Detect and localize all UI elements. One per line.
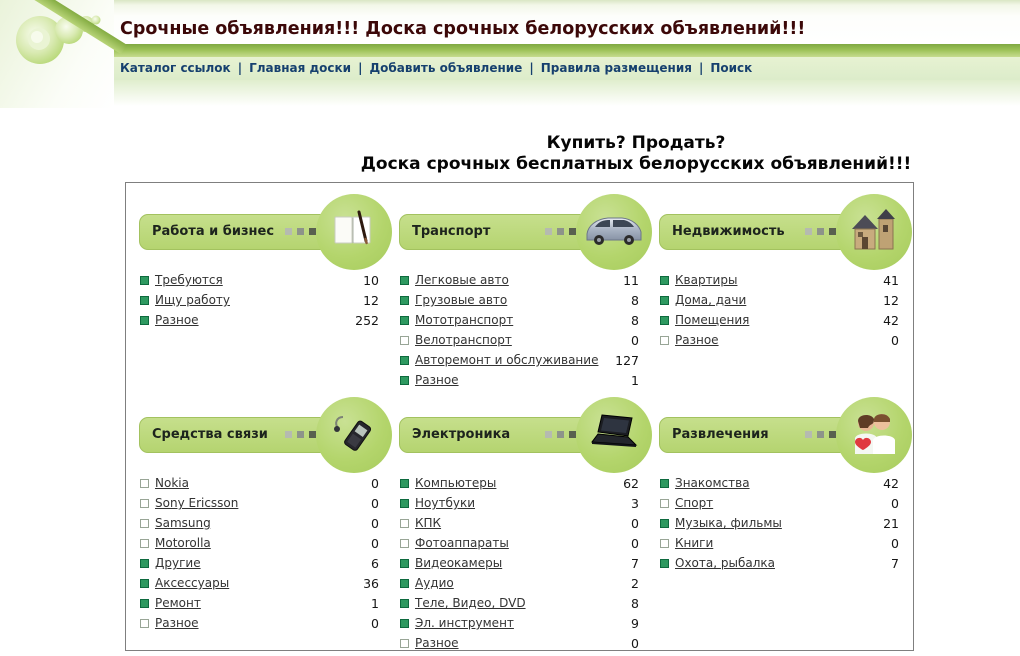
category-list: [659, 473, 919, 573]
item-count: 0: [371, 515, 379, 531]
item-count: 6: [371, 555, 379, 571]
item-count: 42: [883, 475, 899, 491]
list-item: [399, 613, 639, 633]
bullet-icon: [660, 296, 669, 305]
subcategory-link[interactable]: Разное: [415, 636, 459, 650]
bullet-icon: [400, 376, 409, 385]
list-item: [399, 270, 639, 290]
subcategory-link[interactable]: Другие: [155, 556, 201, 570]
subcategory-link[interactable]: Квартиры: [675, 273, 738, 287]
category-column: [139, 183, 399, 653]
category-title: Средства связи: [152, 427, 268, 442]
bullet-icon: [660, 336, 669, 345]
subcategory-link[interactable]: Помещения: [675, 313, 750, 327]
decor-square-icon: [309, 228, 316, 235]
bullet-icon: [660, 559, 669, 568]
subcategory-link[interactable]: Ремонт: [155, 596, 201, 610]
nav-separator: |: [698, 61, 704, 75]
subcategory-link[interactable]: Компьютеры: [415, 476, 497, 490]
item-count: 0: [371, 475, 379, 491]
notebook-pen-icon: [331, 210, 377, 254]
nav-link[interactable]: Каталог ссылок: [120, 61, 231, 75]
list-item: [139, 573, 379, 593]
subcategory-link[interactable]: Грузовые авто: [415, 293, 508, 307]
item-count: 0: [891, 535, 899, 551]
list-item: [399, 370, 639, 390]
item-count: 11: [623, 272, 639, 288]
bullet-icon: [140, 276, 149, 285]
category-column: [659, 183, 919, 653]
subcategory-link[interactable]: Аудио: [415, 576, 454, 590]
nav-separator: |: [237, 61, 243, 75]
category-icon-circle[interactable]: [316, 194, 392, 270]
item-count: 62: [623, 475, 639, 491]
bullet-icon: [660, 519, 669, 528]
bullet-icon: [140, 579, 149, 588]
subcategory-link[interactable]: Аксессуары: [155, 576, 230, 590]
item-count: 2: [631, 575, 639, 591]
list-item: [659, 290, 899, 310]
bullet-icon: [140, 296, 149, 305]
nav-separator: |: [358, 61, 363, 75]
category-header: [399, 397, 659, 473]
intro-line-1: Купить? Продать?: [546, 133, 726, 153]
category-list: [399, 473, 659, 653]
bullet-icon: [400, 539, 409, 548]
bullet-icon: [400, 639, 409, 648]
bullet-icon: [660, 316, 669, 325]
site-title: Срочные объявления!!! Доска срочных белорусских объявлений!!!: [120, 19, 806, 39]
subcategory-link[interactable]: Разное: [415, 373, 459, 387]
bullet-icon: [140, 316, 149, 325]
category-title: Транспорт: [412, 224, 491, 239]
car-icon: [584, 210, 644, 254]
category-header: [139, 194, 399, 270]
list-item: [659, 310, 899, 330]
item-count: 0: [371, 615, 379, 631]
decor-square-icon: [829, 431, 836, 438]
bullet-icon: [400, 619, 409, 628]
decor-square-icon: [557, 431, 564, 438]
list-item: [399, 330, 639, 350]
category-section: [139, 397, 399, 633]
bullet-icon: [660, 499, 669, 508]
nav-link[interactable]: Главная доски: [249, 61, 352, 75]
item-count: 7: [631, 555, 639, 571]
categories-box: [125, 182, 914, 651]
nav-separator: |: [529, 61, 534, 75]
decor-square-icon: [569, 228, 576, 235]
list-item: [399, 533, 639, 553]
item-count: 0: [891, 332, 899, 348]
list-item: [399, 473, 639, 493]
subcategory-link[interactable]: Фотоаппараты: [415, 536, 509, 550]
list-item: [399, 310, 639, 330]
subcategory-link[interactable]: Дома, дачи: [675, 293, 747, 307]
item-count: 0: [631, 635, 639, 651]
subcategory-link[interactable]: Ноутбуки: [415, 496, 476, 510]
categories-grid: [139, 183, 919, 653]
bullet-icon: [660, 479, 669, 488]
decor-square-icon: [557, 228, 564, 235]
category-title: Электроника: [412, 427, 511, 442]
decor-square-icon: [297, 228, 304, 235]
item-count: 127: [615, 352, 639, 368]
bullet-icon: [140, 519, 149, 528]
house-icon: [849, 207, 899, 257]
list-item: [659, 473, 899, 493]
item-count: 1: [371, 595, 379, 611]
main-nav: [120, 57, 752, 80]
bullet-icon: [400, 316, 409, 325]
category-list: [399, 270, 659, 397]
subcategory-link[interactable]: Теле, Видео, DVD: [415, 596, 526, 610]
header-green-bar: [114, 44, 1020, 57]
category-icon-circle[interactable]: [836, 194, 912, 270]
nav-link[interactable]: Правила размещения: [540, 61, 692, 75]
item-count: 8: [631, 595, 639, 611]
bullet-icon: [400, 336, 409, 345]
list-item: [399, 290, 639, 310]
item-count: 42: [883, 312, 899, 328]
bullet-icon: [660, 539, 669, 548]
subcategory-link[interactable]: Спорт: [675, 496, 714, 510]
item-count: 0: [631, 515, 639, 531]
list-item: [139, 513, 379, 533]
intro-heading: [322, 133, 950, 175]
category-list: [139, 270, 399, 397]
decor-square-icon: [285, 431, 292, 438]
list-item: [139, 493, 379, 513]
item-count: 1: [631, 372, 639, 388]
list-item: [399, 350, 639, 370]
subcategory-link[interactable]: Разное: [155, 313, 199, 327]
list-item: [139, 473, 379, 493]
list-item: [139, 593, 379, 613]
list-item: [399, 573, 639, 593]
item-count: 9: [631, 615, 639, 631]
site-header: [0, 0, 1020, 108]
bullet-icon: [400, 479, 409, 488]
decor-square-icon: [805, 431, 812, 438]
bullet-icon: [400, 579, 409, 588]
subcategory-link[interactable]: Охота, рыбалка: [675, 556, 775, 570]
category-header: [139, 397, 399, 473]
category-header: [659, 194, 919, 270]
item-count: 36: [363, 575, 379, 591]
bullet-icon: [140, 619, 149, 628]
subcategory-link[interactable]: Авторемонт и обслуживание: [415, 353, 599, 367]
decor-square-icon: [817, 431, 824, 438]
item-count: 0: [631, 535, 639, 551]
item-count: 3: [631, 495, 639, 511]
bullet-icon: [140, 539, 149, 548]
item-count: 0: [891, 495, 899, 511]
bullet-icon: [400, 499, 409, 508]
item-count: 0: [631, 332, 639, 348]
nav-link[interactable]: Добавить объявление: [369, 61, 523, 75]
bullet-icon: [400, 599, 409, 608]
category-section: [399, 397, 659, 653]
item-count: 10: [363, 272, 379, 288]
bullet-icon: [400, 356, 409, 365]
list-item: [139, 310, 379, 330]
category-section: [139, 194, 399, 397]
item-count: 12: [363, 292, 379, 308]
header-fade: [110, 80, 1020, 106]
category-column: [399, 183, 659, 653]
decor-square-icon: [285, 228, 292, 235]
subcategory-link[interactable]: Эл. инструмент: [415, 616, 514, 630]
list-item: [659, 513, 899, 533]
bullet-icon: [140, 559, 149, 568]
item-count: 0: [371, 495, 379, 511]
item-count: 7: [891, 555, 899, 571]
mobile-phone-icon: [330, 410, 378, 460]
list-item: [659, 330, 899, 350]
list-item: [399, 513, 639, 533]
category-title: Работа и бизнес: [152, 224, 275, 239]
decor-square-icon: [569, 431, 576, 438]
decor-square-icon: [805, 228, 812, 235]
list-item: [399, 493, 639, 513]
subcategory-link[interactable]: Музыка, фильмы: [675, 516, 782, 530]
list-item: [139, 533, 379, 553]
bullet-icon: [140, 599, 149, 608]
category-section: [659, 194, 919, 397]
decor-square-icon: [829, 228, 836, 235]
list-item: [659, 533, 899, 553]
site-logo-area: [0, 0, 114, 108]
subcategory-link[interactable]: Ищу работу: [155, 293, 230, 307]
intro-line-2: Доска срочных бесплатных белорусских объявлений!!!: [360, 154, 912, 174]
category-list: [139, 473, 399, 633]
list-item: [139, 553, 379, 573]
bullet-icon: [400, 276, 409, 285]
subcategory-link[interactable]: Motorolla: [155, 536, 211, 550]
list-item: [139, 613, 379, 633]
list-item: [659, 270, 899, 290]
list-item: [659, 553, 899, 573]
category-section: [659, 397, 919, 573]
category-header: [399, 194, 659, 270]
category-icon-circle[interactable]: [576, 397, 652, 473]
list-item: [399, 593, 639, 613]
item-count: 8: [631, 292, 639, 308]
decor-square-icon: [817, 228, 824, 235]
item-count: 12: [883, 292, 899, 308]
subcategory-link[interactable]: Требуются: [155, 273, 223, 287]
item-count: 0: [371, 535, 379, 551]
subcategory-link[interactable]: КПК: [415, 516, 442, 530]
category-title: Недвижимость: [672, 224, 785, 239]
category-section: [399, 194, 659, 397]
category-header: [659, 397, 919, 473]
list-item: [659, 493, 899, 513]
category-icon-circle[interactable]: [316, 397, 392, 473]
list-item: [139, 270, 379, 290]
bullet-icon: [140, 479, 149, 488]
list-item: [139, 290, 379, 310]
bullet-icon: [140, 499, 149, 508]
decor-square-icon: [545, 228, 552, 235]
category-icon-circle[interactable]: [836, 397, 912, 473]
subcategory-link[interactable]: Легковые авто: [415, 273, 509, 287]
subcategory-link[interactable]: Разное: [675, 333, 719, 347]
subcategory-link[interactable]: Видеокамеры: [415, 556, 503, 570]
decor-square-icon: [545, 431, 552, 438]
decor-square-icon: [309, 431, 316, 438]
bullet-icon: [660, 276, 669, 285]
subcategory-link[interactable]: Велотранспорт: [415, 333, 512, 347]
item-count: 21: [883, 515, 899, 531]
item-count: 41: [883, 272, 899, 288]
subcategory-link[interactable]: Мототранспорт: [415, 313, 514, 327]
laptop-icon: [586, 412, 642, 458]
item-count: 8: [631, 312, 639, 328]
couple-icon: [849, 410, 899, 460]
bullet-icon: [400, 296, 409, 305]
subcategory-link[interactable]: Разное: [155, 616, 199, 630]
subcategory-link[interactable]: Sony Ericsson: [155, 496, 239, 510]
category-list: [659, 270, 919, 397]
subcategory-link[interactable]: Samsung: [155, 516, 211, 530]
subcategory-link[interactable]: Nokia: [155, 476, 189, 490]
category-title: Развлечения: [672, 427, 769, 442]
category-icon-circle[interactable]: [576, 194, 652, 270]
list-item: [399, 633, 639, 653]
subcategory-link[interactable]: Знакомства: [675, 476, 750, 490]
subcategory-link[interactable]: Книги: [675, 536, 714, 550]
decor-square-icon: [297, 431, 304, 438]
item-count: 252: [355, 312, 379, 328]
bullet-icon: [400, 519, 409, 528]
list-item: [399, 553, 639, 573]
nav-link[interactable]: Поиск: [710, 61, 753, 75]
bullet-icon: [400, 559, 409, 568]
